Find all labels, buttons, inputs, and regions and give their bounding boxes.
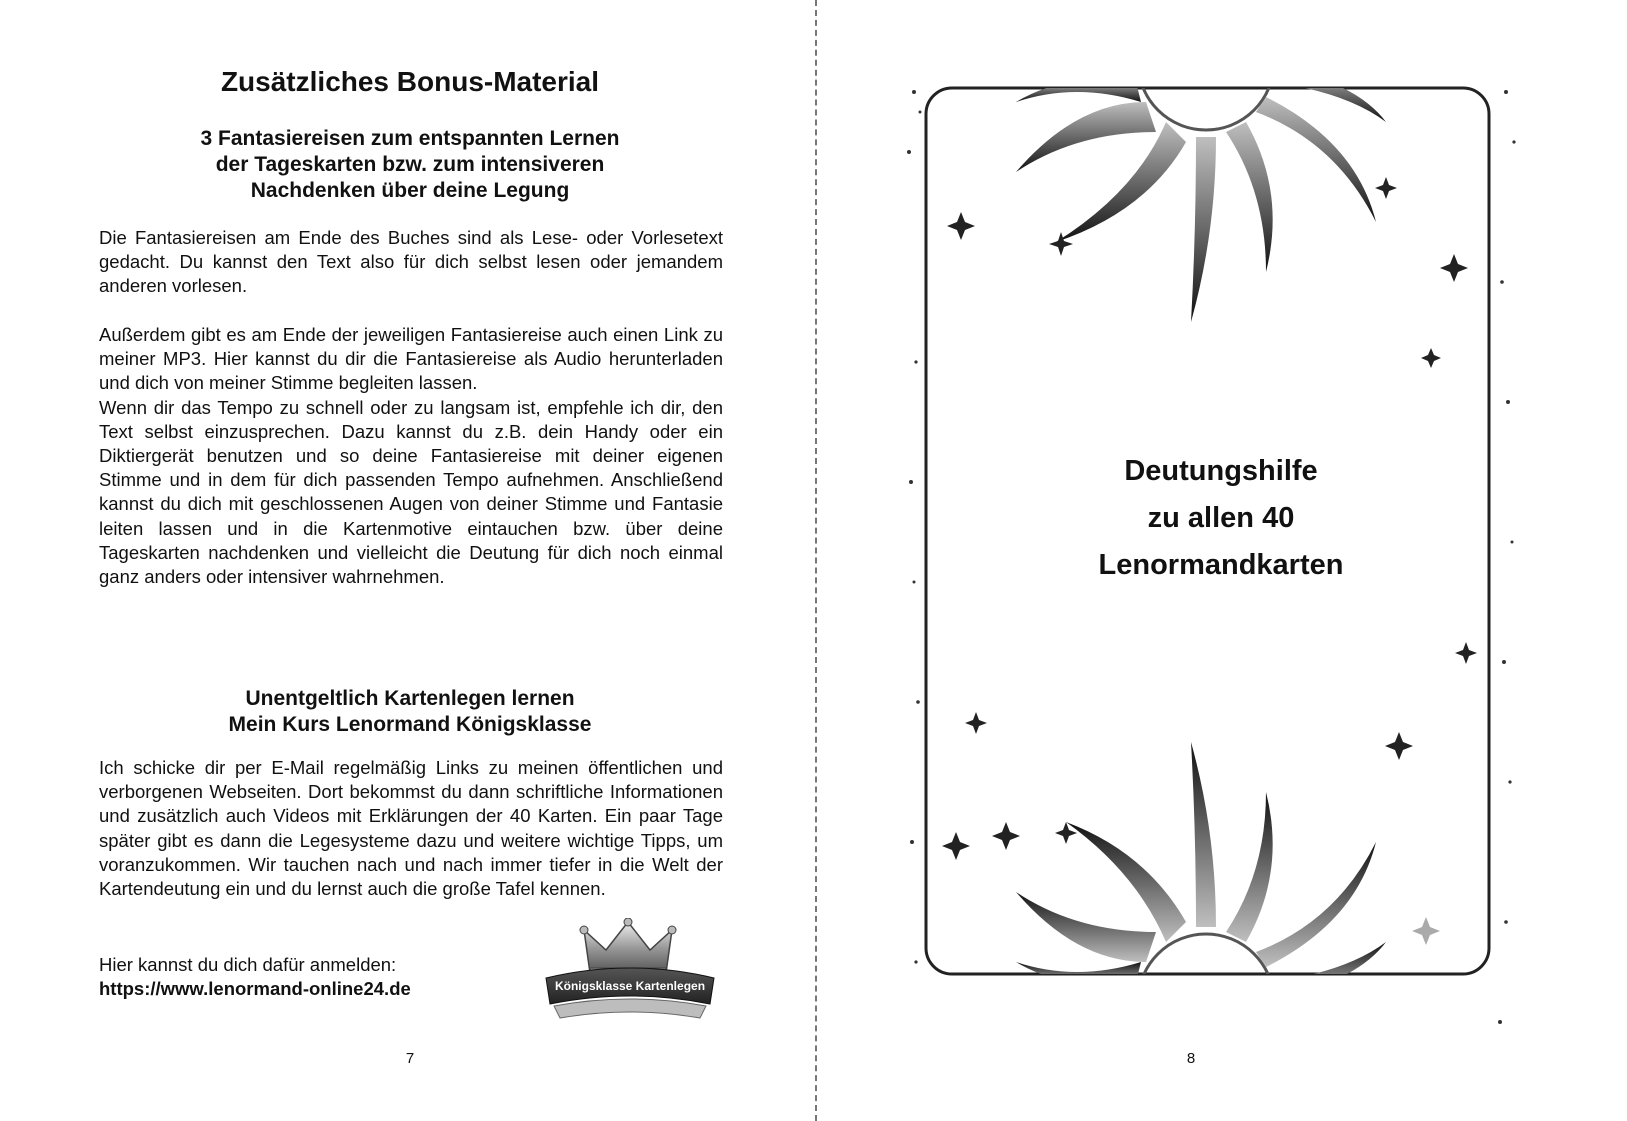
heading-line: Nachdenken über deine Legung <box>250 179 570 202</box>
card-title <box>986 448 1456 589</box>
badge-label: Königsklasse Kartenlegen <box>554 979 706 993</box>
right-page <box>816 0 1627 1121</box>
paragraph-kurs <box>99 756 723 901</box>
heading-line: Mein Kurs Lenormand Königsklasse <box>228 713 592 736</box>
signup-text: Hier kannst du dich dafür anmelden: <box>99 954 397 975</box>
paragraph-text: Die Fantasiereisen am Ende des Buches sind als Lese- oder Vorlesetext gedacht. Du kannst den Text also für dich selbst lesen oder jemandem anderen vorlesen. <box>99 227 723 297</box>
paragraph-text: Außerdem gibt es am Ende der jeweiligen Fantasiereise auch einen Link zu meiner MP3. Hier kannst du dir die Fantasiereise als Audio herunterladen und dich von meiner Stimme begleiten lassen. <box>99 324 723 394</box>
heading-line: Unentgeltlich Kartenlegen lernen <box>245 687 575 710</box>
paragraph-text: Ich schicke dir per E-Mail regelmäßig Links zu meinen öffentlichen und verborgenen Webseiten. Dort bekommst du dann schriftliche Informationen und zusätzlich auch Videos mit Erklärungen der 40 Karten. Ein paar Tage später gibt es dann die Legesysteme dazu und weitere wichtige Tipps, um voranzukommen. Wir tauchen nach und nach immer tiefer in die Welt der Kartendeutung ein und du lernst auch die große Tafel kennen. <box>99 757 723 900</box>
signup-block <box>99 953 411 1001</box>
signup-link[interactable]: https://www.lenormand-online24.de <box>99 978 411 1000</box>
heading-line: 3 Fantasiereisen zum entspannten Lernen <box>200 127 620 150</box>
section-heading-fantasiereisen <box>100 126 720 204</box>
page-title: Zusätzliches Bonus-Material <box>220 66 600 97</box>
paragraph-mp3 <box>99 323 723 589</box>
card-title-line: Lenormandkarten <box>1098 549 1344 581</box>
page-number: 8 <box>1186 1050 1196 1067</box>
koenigsklasse-badge <box>540 918 720 1028</box>
page-number: 7 <box>405 1050 415 1067</box>
heading-line: der Tageskarten bzw. zum intensiveren <box>215 153 605 176</box>
section-heading-kurs <box>100 686 720 738</box>
paragraph-intro <box>99 226 723 299</box>
card-title-line: Deutungshilfe <box>1124 455 1318 487</box>
card-title-line: zu allen 40 <box>1147 502 1295 534</box>
paragraph-text: Wenn dir das Tempo zu schnell oder zu langsam ist, empfehle ich dir, den Text selbst einzusprechen. Dazu kannst du z.B. dein Handy oder ein Diktiergerät benutzen und so deine Fantasiereise mit deiner eigenen Stimme und in dem für dich passenden Tempo aufnehmen. Anschließend kannst du dich mit geschlossenen Augen von deiner Stimme und Fantasie leiten lassen und in die Kartenmotive eintauchen bzw. über deine Tageskarten nachdenken und vielleicht die Deutung für dich noch einmal ganz anders oder intensiver wahrnehmen. <box>99 396 723 588</box>
crown-icon <box>540 918 720 1028</box>
